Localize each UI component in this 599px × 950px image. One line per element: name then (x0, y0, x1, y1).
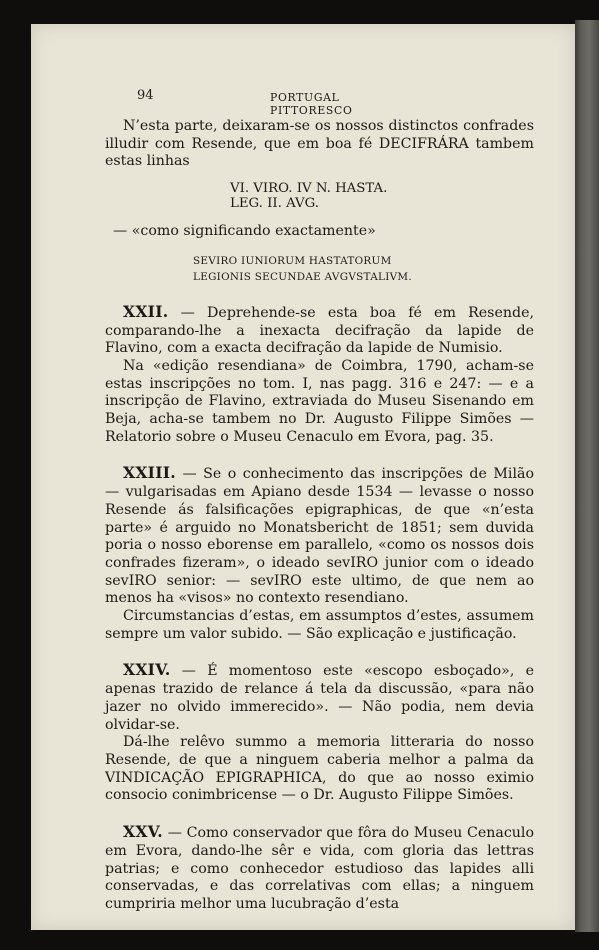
page-number: 94 (137, 88, 154, 103)
section-paragraph (105, 464, 534, 608)
page-body (105, 118, 534, 914)
section-paragraph (105, 823, 534, 914)
decoded-line: LEGIONIS SECUNDAE AVGVSTALIVM. (193, 270, 412, 283)
section-number: XXIII. (123, 463, 176, 483)
inscription (230, 181, 534, 211)
section-number: XXV. (123, 822, 163, 842)
section-xxiii (105, 464, 534, 643)
section-text: — Como conservador que fôra do Museu Cenaculo em Evora, dando-lhe sêr e vida, com gloria das lettras patrias; e como conhecedor estudioso das lapides alli conservadas, e das correlativas com ellas; a ninguem cumpriria melhor uma lucubração d’esta (105, 825, 534, 912)
section-paragraph: Circumstancias d’estas, em assumptos d’estes, assumem sempre um valor subido. — São explicação e justificação. (105, 608, 534, 642)
section-xxiv (105, 661, 534, 805)
facing-page-edge (575, 20, 599, 932)
section-number: XXIV. (123, 660, 171, 680)
section-paragraph (105, 661, 534, 734)
section-paragraph: Dá-lhe relêvo summo a memoria litteraria do nosso Resende, de que a ninguem caberia melhor a palma da VINDICAÇÃO EPIGRAPHICA, do que ao nosso eximio consocio conimbricense — o Dr. Augusto Filippe Simões. (105, 734, 534, 804)
section-xxv (105, 823, 534, 914)
quote-line: — «como significando exactamente» (113, 223, 376, 240)
section-text: — Deprehende-se esta boa fé em Resende, comparando-lhe a inexacta decifração da lapide de Flavino, com a exacta decifração da lapide de Numisio. (105, 304, 534, 357)
section-text: — É momentoso este «escopo esboçado», e apenas trazido de relance á tela da discussão, «para não jazer no olvido immerecido». — Não podia, nem devia olvidar-se. (105, 663, 534, 733)
running-title: PORTUGAL PITTORESCO (270, 91, 353, 117)
section-paragraph: Na «edição resendiana» de Coimbra, 1790, acham-se estas inscripções no tom. I, nas pagg. 316 e 247: — e a inscripção de Flavino, extraviada do Museu Sisenando em Beja, acha-se tambem no Dr. Augusto Filippe Simões — Relatorio sobre o Museu Cenaculo em Evora, pag. 35. (105, 357, 534, 445)
section-paragraph (105, 303, 534, 358)
decoded-line: SEVIRO IUNIORUM HASTATORUM (193, 254, 392, 267)
section-text: — Se o conhecimento das inscripções de Milão — vulgarisadas em Apiano desde 1534 — levasse o nosso Resende ás falsificações epigraphicas, de que «n’esta parte» é arguido no Monatsbericht de 1851; sem duvida poria o nosso eborense em parallelo, «como os nossos dois confrades fizeram», o ideado sevIRO junior com o ideado sevIRO senior: — sevIRO este ultimo, de que nem ao menos ha «visos» no contexto resendiano. (105, 466, 535, 607)
section-number: XXII. (123, 301, 169, 321)
section-xxii (105, 303, 534, 447)
decoded-inscription (193, 253, 534, 285)
intro-paragraph: N’esta parte, deixaram-se os nossos distinctos confrades illudir com Resende, que em boa fé DECIFRÁRA tambem estas linhas (105, 118, 534, 170)
inscription-line: LEG. II. AVG. (230, 196, 320, 212)
inscription-line: VI. VIRO. IV N. HASTA. (230, 181, 388, 197)
